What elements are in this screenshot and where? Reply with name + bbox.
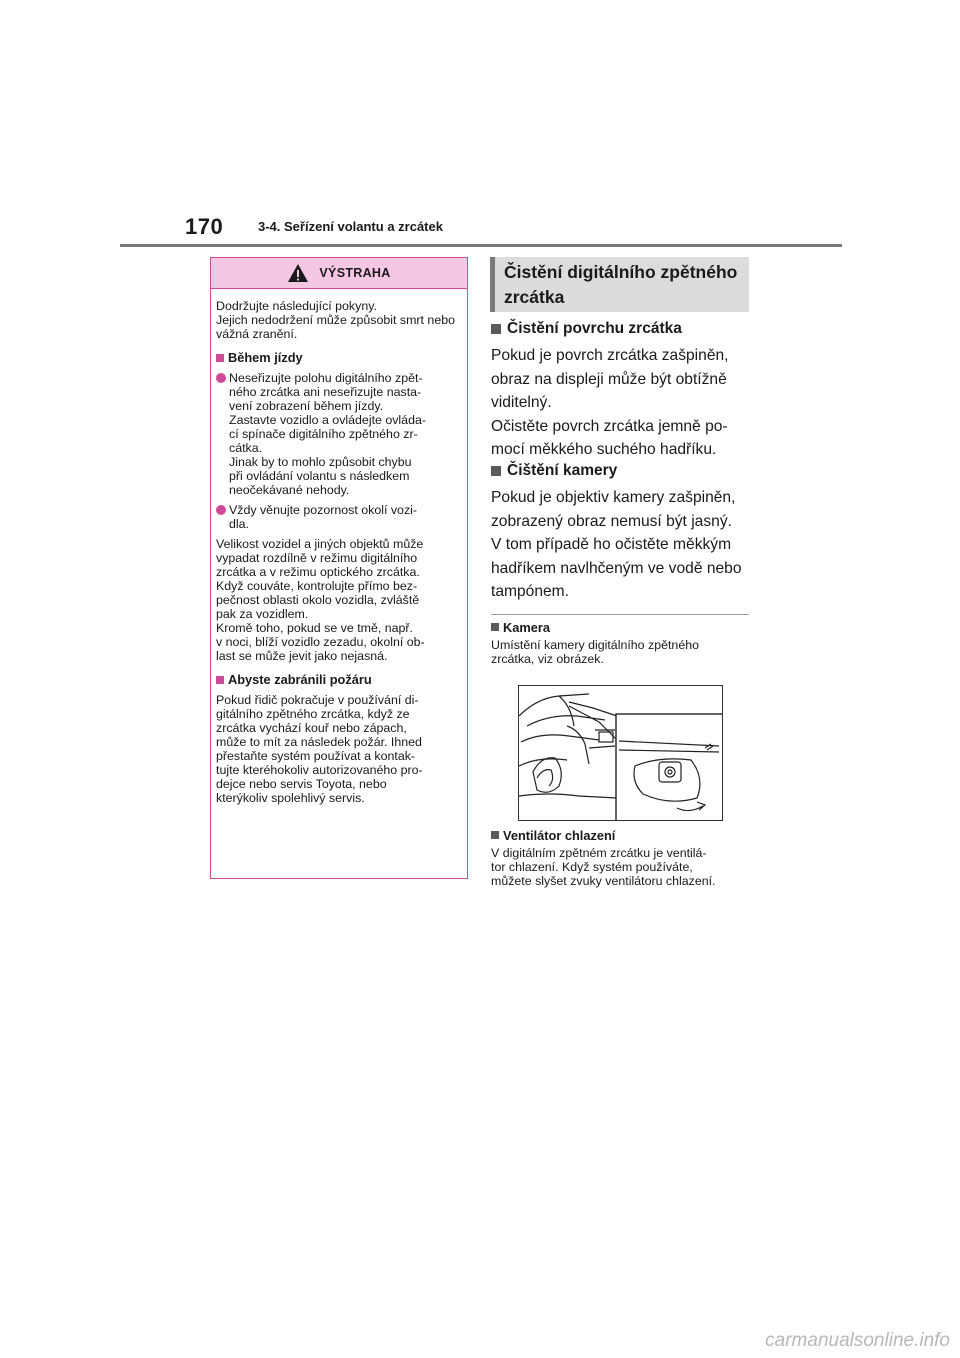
camera-info-block xyxy=(491,620,749,666)
bullet-text: Neseřizujte polohu digitálního zpět- ného zrcátka ani neseřizujte nasta- vení zobrazení během jízdy. Zastavte vozidlo a ovládejte ovláda- cí spínače digitálního zpětného zr- cátka. Jinak by to mohlo způsobit chybu při ovládání volantu s následkem neočekávané nehody. xyxy=(229,371,426,497)
warning-label: VÝSTRAHA xyxy=(319,266,391,280)
warning-paragraph: Velikost vozidel a jiných objektů může vypadat rozdílně v režimu digitálního zrcátka a v režimu optického zrcátka. Když couváte, kontrolujte přímo bez- pečnost oblasti okolo vozidla, zvláště pak za vozidlem. Kromě toho, pokud se ve tmě, např. v noci, blíží vozidlo zezadu, okolní ob- last se může jevit jako nejasná. xyxy=(216,537,425,663)
warning-body xyxy=(211,289,467,805)
chapter-title: 3-4. Seřízení volantu a zrcátek xyxy=(258,219,443,234)
body-paragraph: Umístění kamery digitálního zpětného zrcátka, viz obrázek. xyxy=(491,638,699,666)
subheading-title: Čistění povrchu zrcátka xyxy=(507,320,682,337)
subheading-title: Během jízdy xyxy=(228,350,303,365)
circle-bullet-icon xyxy=(216,505,226,515)
warning-header xyxy=(211,258,467,289)
header-divider xyxy=(120,244,842,247)
subheading-title: Ventilátor chlazení xyxy=(503,828,616,843)
bullet-item xyxy=(216,503,461,531)
square-bullet-icon xyxy=(491,324,501,334)
camera-location-illustration xyxy=(518,685,723,821)
circle-bullet-icon xyxy=(216,373,226,383)
page-number: 170 xyxy=(185,214,224,239)
warning-subheading-driving xyxy=(216,351,461,365)
subheading xyxy=(491,320,749,338)
warning-box xyxy=(210,257,468,879)
square-bullet-icon xyxy=(491,623,499,631)
warning-paragraph: Pokud řidič pokračuje v používání di- gitálního zpětného zrcátka, když ze zrcátka vychází kouř nebo zápach, může to mít za následek požár. Ihned přestaňte systém používat a kontak- tujte kteréhokoliv autorizovaného pro- dejce nebo servis Toyota, nebo kterýkoliv spolehlivý servis. xyxy=(216,693,423,805)
subheading xyxy=(491,462,749,480)
bullet-item xyxy=(216,371,461,497)
subheading xyxy=(491,620,749,635)
warning-subheading-fire xyxy=(216,673,461,687)
camera-cleaning-block xyxy=(491,462,749,604)
subheading-title: Čištění kamery xyxy=(507,462,618,479)
surface-cleaning-block xyxy=(491,320,749,462)
warning-triangle-icon xyxy=(287,263,309,283)
square-bullet-icon xyxy=(216,676,224,684)
body-paragraph: V digitálním zpětném zrcátku je ventilá- tor chlazení. Když systém používáte, můžete slyšet zvuky ventilátoru chlazení. xyxy=(491,846,716,888)
square-bullet-icon xyxy=(491,831,499,839)
body-paragraph: Pokud je objektiv kamery zašpiněn, zobrazený obraz nemusí být jasný. V tom případě ho očistěte měkkým hadříkem navlhčeným ve vodě nebo tampónem. xyxy=(491,489,742,600)
subheading-title: Kamera xyxy=(503,620,550,635)
warning-intro: Dodržujte následující pokyny. Jejich nedodržení může způsobit smrt nebo vážná zranění. xyxy=(216,299,455,341)
square-bullet-icon xyxy=(491,466,501,476)
subheading xyxy=(491,828,749,843)
bullet-text: Vždy věnujte pozornost okolí vozi- dla. xyxy=(229,503,418,531)
section-divider xyxy=(491,614,749,615)
section-heading: Čistění digitálního zpětného zrcátka xyxy=(490,257,749,312)
vehicle-rear-camera-illustration xyxy=(519,686,723,821)
fan-info-block xyxy=(491,828,749,888)
body-paragraph: Pokud je povrch zrcátka zašpiněn, obraz na displeji může být obtížně viditelný. Očistěte povrch zrcátka jemně po- mocí měkkého suchého hadříku. xyxy=(491,347,729,458)
watermark: carmanualsonline.info xyxy=(765,1330,950,1351)
square-bullet-icon xyxy=(216,354,224,362)
subheading-title: Abyste zabránili požáru xyxy=(228,672,372,687)
